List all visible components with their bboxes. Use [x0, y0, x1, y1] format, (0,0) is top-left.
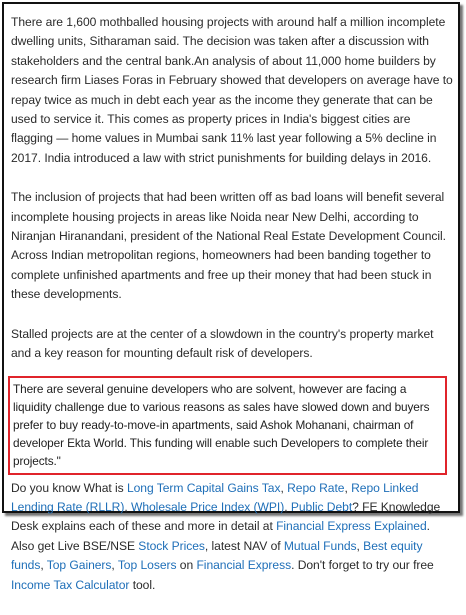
footer-text: tool. [129, 577, 156, 592]
article-body [11, 13, 454, 615]
link-wholesale-price-index[interactable]: Wholesale Price Index (WPI) [130, 499, 285, 514]
link-repo-rate[interactable]: Repo Rate [287, 480, 345, 495]
link-financial-express[interactable]: Financial Express [196, 558, 292, 573]
link-public-debt[interactable]: Public Debt [290, 499, 353, 514]
footer-text: on [176, 558, 197, 573]
link-top-losers[interactable]: Top Losers [117, 558, 177, 573]
link-top-gainers[interactable]: Top Gainers [46, 558, 112, 573]
article-frame [2, 2, 460, 592]
footer-text: Do you know What is [11, 480, 127, 495]
footer-text: , [284, 499, 291, 514]
link-best-equity-funds[interactable]: Best equity funds [11, 538, 423, 573]
footer-text: , [356, 538, 364, 553]
footer-text: ? FE Knowledge Desk explains each of these and more in detail at [11, 499, 441, 534]
footer-text: . Don't forget to try our free [291, 558, 434, 573]
footer-text: , [40, 558, 47, 573]
highlighted-quote-box [8, 376, 447, 475]
footer-text: , [111, 558, 118, 573]
paragraph-bad-loans-inclusion: The inclusion of projects that had been written off as bad loans will benefit several incomplete housing projects in areas like Noida near New Delhi, according to Niranjan Hiranandani, president of the National Real Estate Development Council. Across Indian metropolitan regions, homeowners had been banding together to complete unfinished apartments and free up their money that had been stuck in these developments. [11, 190, 446, 302]
footer-text: , [280, 480, 288, 495]
paragraph-stalled-projects: Stalled projects are at the center of a slowdown in the country's property market and a key reason for mounting default risk of developers. [11, 326, 434, 361]
footer-text: . Also get Live BSE/NSE [11, 519, 430, 553]
quote-text: There are several genuine developers who are solvent, however are facing a liquidity challenge due to various reasons as sales have slowed down and buyers prefer to buy ready-to-move-in apartments, said Ashok Mohanani, chairman of developer Ekta World. This funding will enable such Developers to complete their projects." [13, 381, 430, 469]
link-stock-prices[interactable]: Stock Prices [138, 538, 205, 553]
footer-text: , [344, 480, 352, 495]
footer-text: , latest NAV of [204, 538, 284, 553]
link-repo-linked-lending-rate[interactable]: Repo Linked Lending Rate (RLLR) [11, 480, 419, 514]
footer-text: , [124, 499, 131, 514]
paragraph-mothballed-projects: There are 1,600 mothballed housing projects with around half a million incomplete dwelling units, Sitharaman said. The decision was taken after a discussion with stakeholders and the central bank.An analysis of about 11,000 home builders by research firm Liases Foras in February showed that developers on average have to repay twice as much in debt each year as the income they generate that can be used to service it. This comes as property prices in India's biggest cities are flagging — home values in Mumbai sank 11% last year following a 5% decline in 2017. India introduced a law with strict punishments for building delays in 2016. [11, 15, 453, 165]
link-financial-express-explained[interactable]: Financial Express Explained [276, 519, 427, 534]
link-long-term-capital-gains-tax[interactable]: Long Term Capital Gains Tax [126, 480, 281, 495]
link-income-tax-calculator[interactable]: Income Tax Calculator [11, 577, 130, 592]
paragraph-related-links [11, 479, 454, 595]
link-mutual-funds[interactable]: Mutual Funds [283, 538, 357, 553]
